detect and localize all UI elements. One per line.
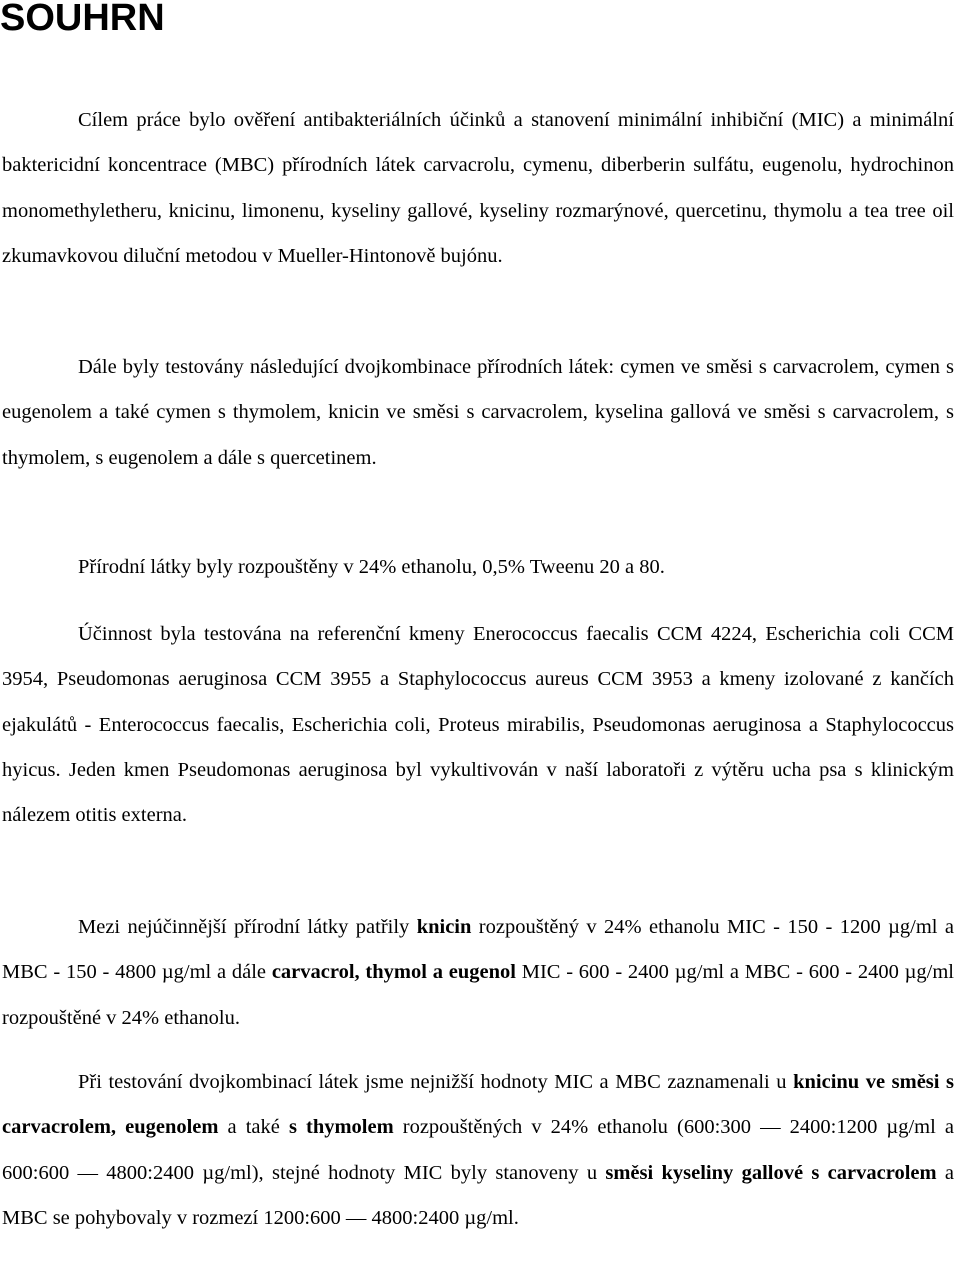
bold-run: carvacrol, thymol a eugenol <box>271 961 516 984</box>
paragraph-aim: Cílem práce bylo ověření antibakteriálních účinků a stanovení minimální inhibiční (MIC) a minimální baktericidní koncentrace (MBC) přírodních látek carvacrolu, cymenu, diberberin sulfátu, eugenolu, hydrochinon monomethyletheru, knicinu, limonenu, kyseliny gallové, kyseliny rozmarýnové, quercetinu, thymolu a tea tree oil zkumavkovou diluční metodou v Mueller-Hintonově bujónu. <box>2 109 954 267</box>
text-run: a také <box>218 1116 289 1139</box>
text-run: Mezi nejúčinnější přírodní látky patřily <box>78 916 417 938</box>
paragraph-combinations: Dále byly testovány následující dvojkombinace přírodních látek: cymen ve směsi s carvacrolem, cymen s eugenolem a také cymen s thymolem, knicin ve směsi s carvacrolem, kyselina gallová ve směsi s carvacrolem, s thymolem, s eugenolem a dále s quercetinem. <box>2 356 954 469</box>
bold-run: směsi kyseliny gallové s carvacrolem <box>605 1161 937 1184</box>
bold-run: knicinu ve směsi s carvacrolem, eugenolem <box>2 1071 955 1139</box>
text-run: a MBC se pohybovaly v rozmezí 1200:600 — 4800:2400 µg/ml. <box>2 1161 954 1229</box>
bold-run: s thymolem <box>288 1116 394 1139</box>
paragraph-strains: Účinnost byla testována na referenční kmeny Enerococcus faecalis CCM 4224, Escherichia coli CCM 3954, Pseudomonas aeruginosa CCM 3955 a Staphylococcus aureus CCM 3953 a kmeny izolované z kančích ejakulátů - Enterococcus faecalis, Escherichia coli, Proteus mirabilis, Pseudomonas aeruginosa a Staphylococcus hyicus. Jeden kmen Pseudomonas aeruginosa byl vykultivován v naší laboratoři z výtěru ucha psa s klinickým nálezem otitis externa. <box>2 623 954 827</box>
text-run: rozpouštěný v 24% ethanolu MIC - 150 - 1200 µg/ml a MBC - 150 - 4800 µg/ml a dále <box>2 916 954 984</box>
text-run: Při testování dvojkombinací látek jsme nejnižší hodnoty MIC a MBC zaznamenali u <box>78 1071 794 1093</box>
paragraph-solvents: Přírodní látky byly rozpouštěny v 24% ethanolu, 0,5% Tweenu 20 a 80. <box>78 556 665 578</box>
text-run: MIC - 600 - 2400 µg/ml a MBC - 600 - 2400 µg/ml rozpouštěné v 24% ethanolu. <box>2 961 954 1029</box>
page-title: SOUHRN <box>0 0 165 39</box>
paragraph-combination-results <box>2 1060 954 1241</box>
bold-run: knicin <box>416 916 472 938</box>
text-run: rozpouštěných v 24% ethanolu (600:300 — 2400:1200 µg/ml a 600:600 — 4800:2400 µg/ml), stejné hodnoty MIC byly stanoveny u <box>2 1116 954 1184</box>
paragraph-most-effective <box>2 905 954 1041</box>
